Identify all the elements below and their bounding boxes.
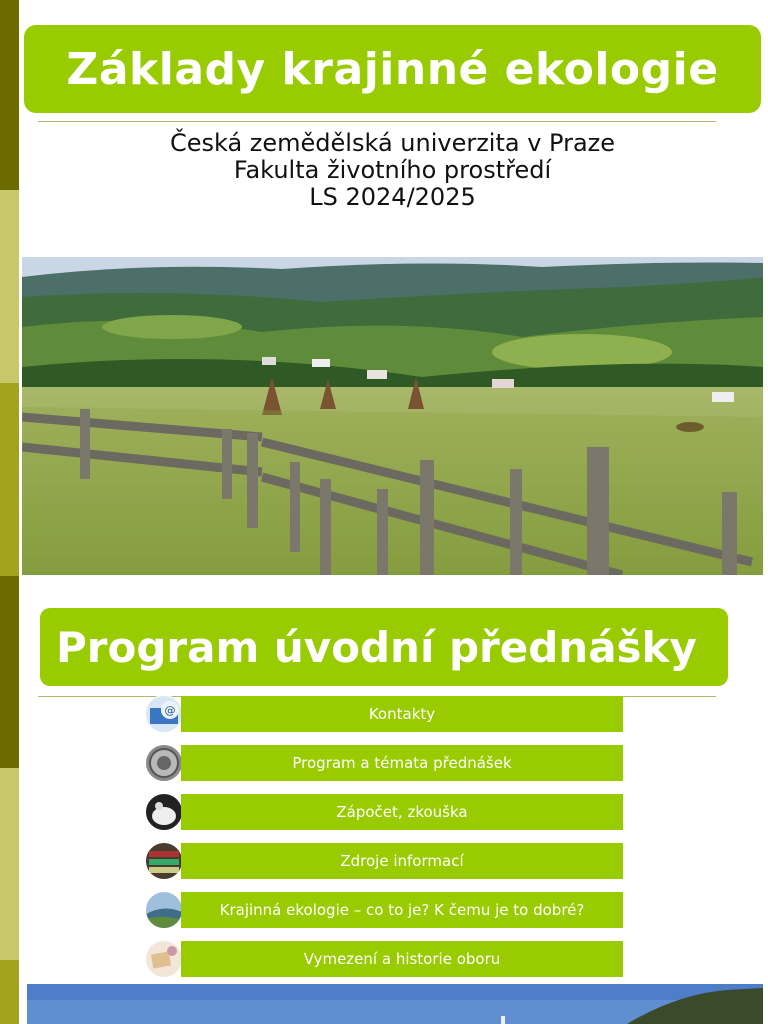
item-label: Krajinná ekologie – co to je? K čemu je to dobré?	[181, 892, 623, 928]
list-item	[145, 745, 625, 783]
title-banner	[24, 25, 761, 113]
subtitle-block	[24, 130, 761, 211]
email-icon	[145, 695, 183, 733]
list-item	[145, 696, 625, 734]
list-item	[145, 794, 625, 832]
history-icon	[145, 940, 183, 978]
slide-title: Základy krajinné ekologie	[66, 43, 719, 95]
program-banner	[40, 608, 728, 686]
semester: LS 2024/2025	[309, 183, 476, 211]
item-label: Zápočet, zkouška	[181, 794, 623, 830]
landscape-photo	[27, 984, 763, 1024]
seal-icon	[145, 744, 183, 782]
item-label: Program a témata přednášek	[181, 745, 623, 781]
item-label: Zdroje informací	[181, 843, 623, 879]
landscape-photo	[22, 257, 763, 575]
item-label: Vymezení a historie oboru	[181, 941, 623, 977]
left-decorative-strip	[0, 0, 19, 1024]
faculty-name: Fakulta životního prostředí	[233, 156, 552, 184]
program-heading: Program úvodní přednášky	[56, 622, 697, 672]
landscape-icon	[145, 891, 183, 929]
list-item	[145, 892, 625, 930]
svg-text:@: @	[164, 704, 176, 717]
divider	[38, 121, 716, 122]
library-icon	[145, 842, 183, 880]
list-item	[145, 941, 625, 979]
exam-icon	[145, 793, 183, 831]
item-label: Kontakty	[181, 696, 623, 732]
university-name: Česká zemědělská univerzita v Praze	[169, 129, 616, 157]
list-item	[145, 843, 625, 881]
